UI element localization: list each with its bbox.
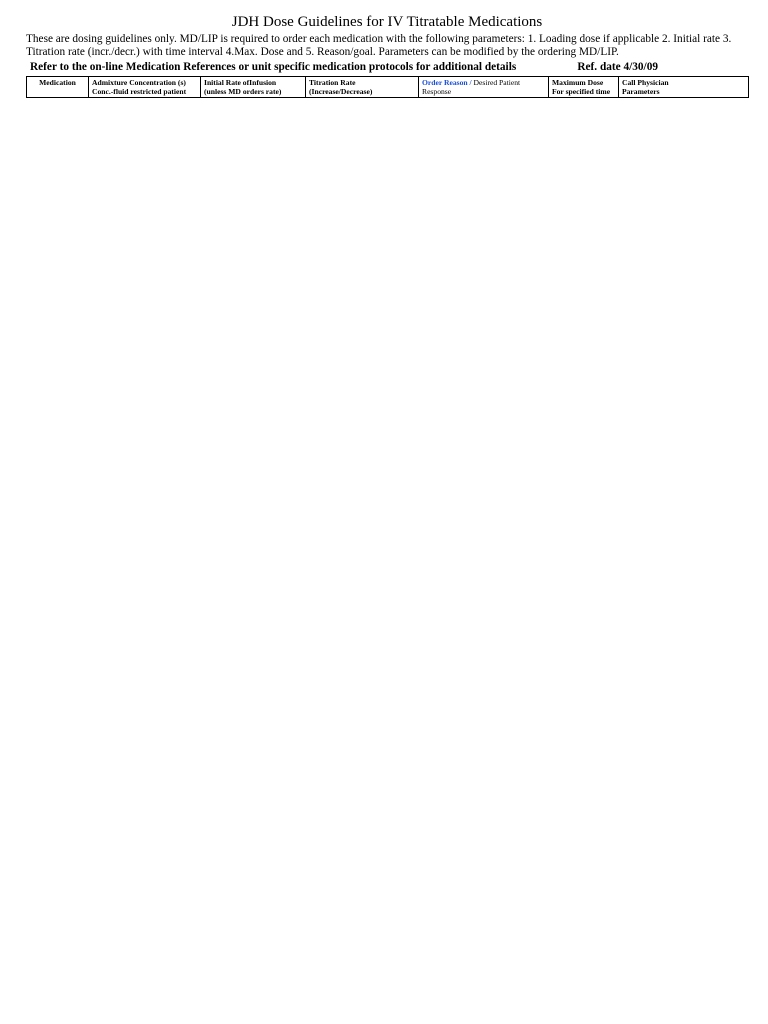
header-titration-rate: Titration Rate (Increase/Decrease) (306, 77, 419, 98)
dose-table (26, 76, 749, 98)
page-title: JDH Dose Guidelines for IV Titratable Medications (231, 14, 543, 30)
header-medication: Medication (27, 77, 89, 98)
ref-date: Ref. date 4/30/09 (577, 61, 658, 73)
refer-text: Refer to the on-line Medication References or unit specific medication protocols for additional details (30, 61, 517, 73)
intro-text: These are dosing guidelines only. MD/LIP is required to order each medication with the following parameters: 1. Loading dose if applicable 2. Initial rate 3. Titration rate (incr./decr.) with time interval 4.Max. Dose and 5. Reason/goal. Parameters can be modified by the ordering MD/LIP. (26, 33, 732, 58)
header-maximum-dose: Maximum Dose For specified time (549, 77, 619, 98)
header-call-physician: Call Physician Parameters (619, 77, 749, 98)
table-header-row (27, 77, 749, 98)
reference-line (30, 61, 748, 73)
header-admixture: Admixture Concentration (s) Conc.-fluid restricted patient (89, 77, 201, 98)
header-initial-rate: Initial Rate ofInfusion (unless MD orders rate) (201, 77, 306, 98)
header-order-reason: Order Reason / Desired Patient Response (419, 77, 549, 98)
